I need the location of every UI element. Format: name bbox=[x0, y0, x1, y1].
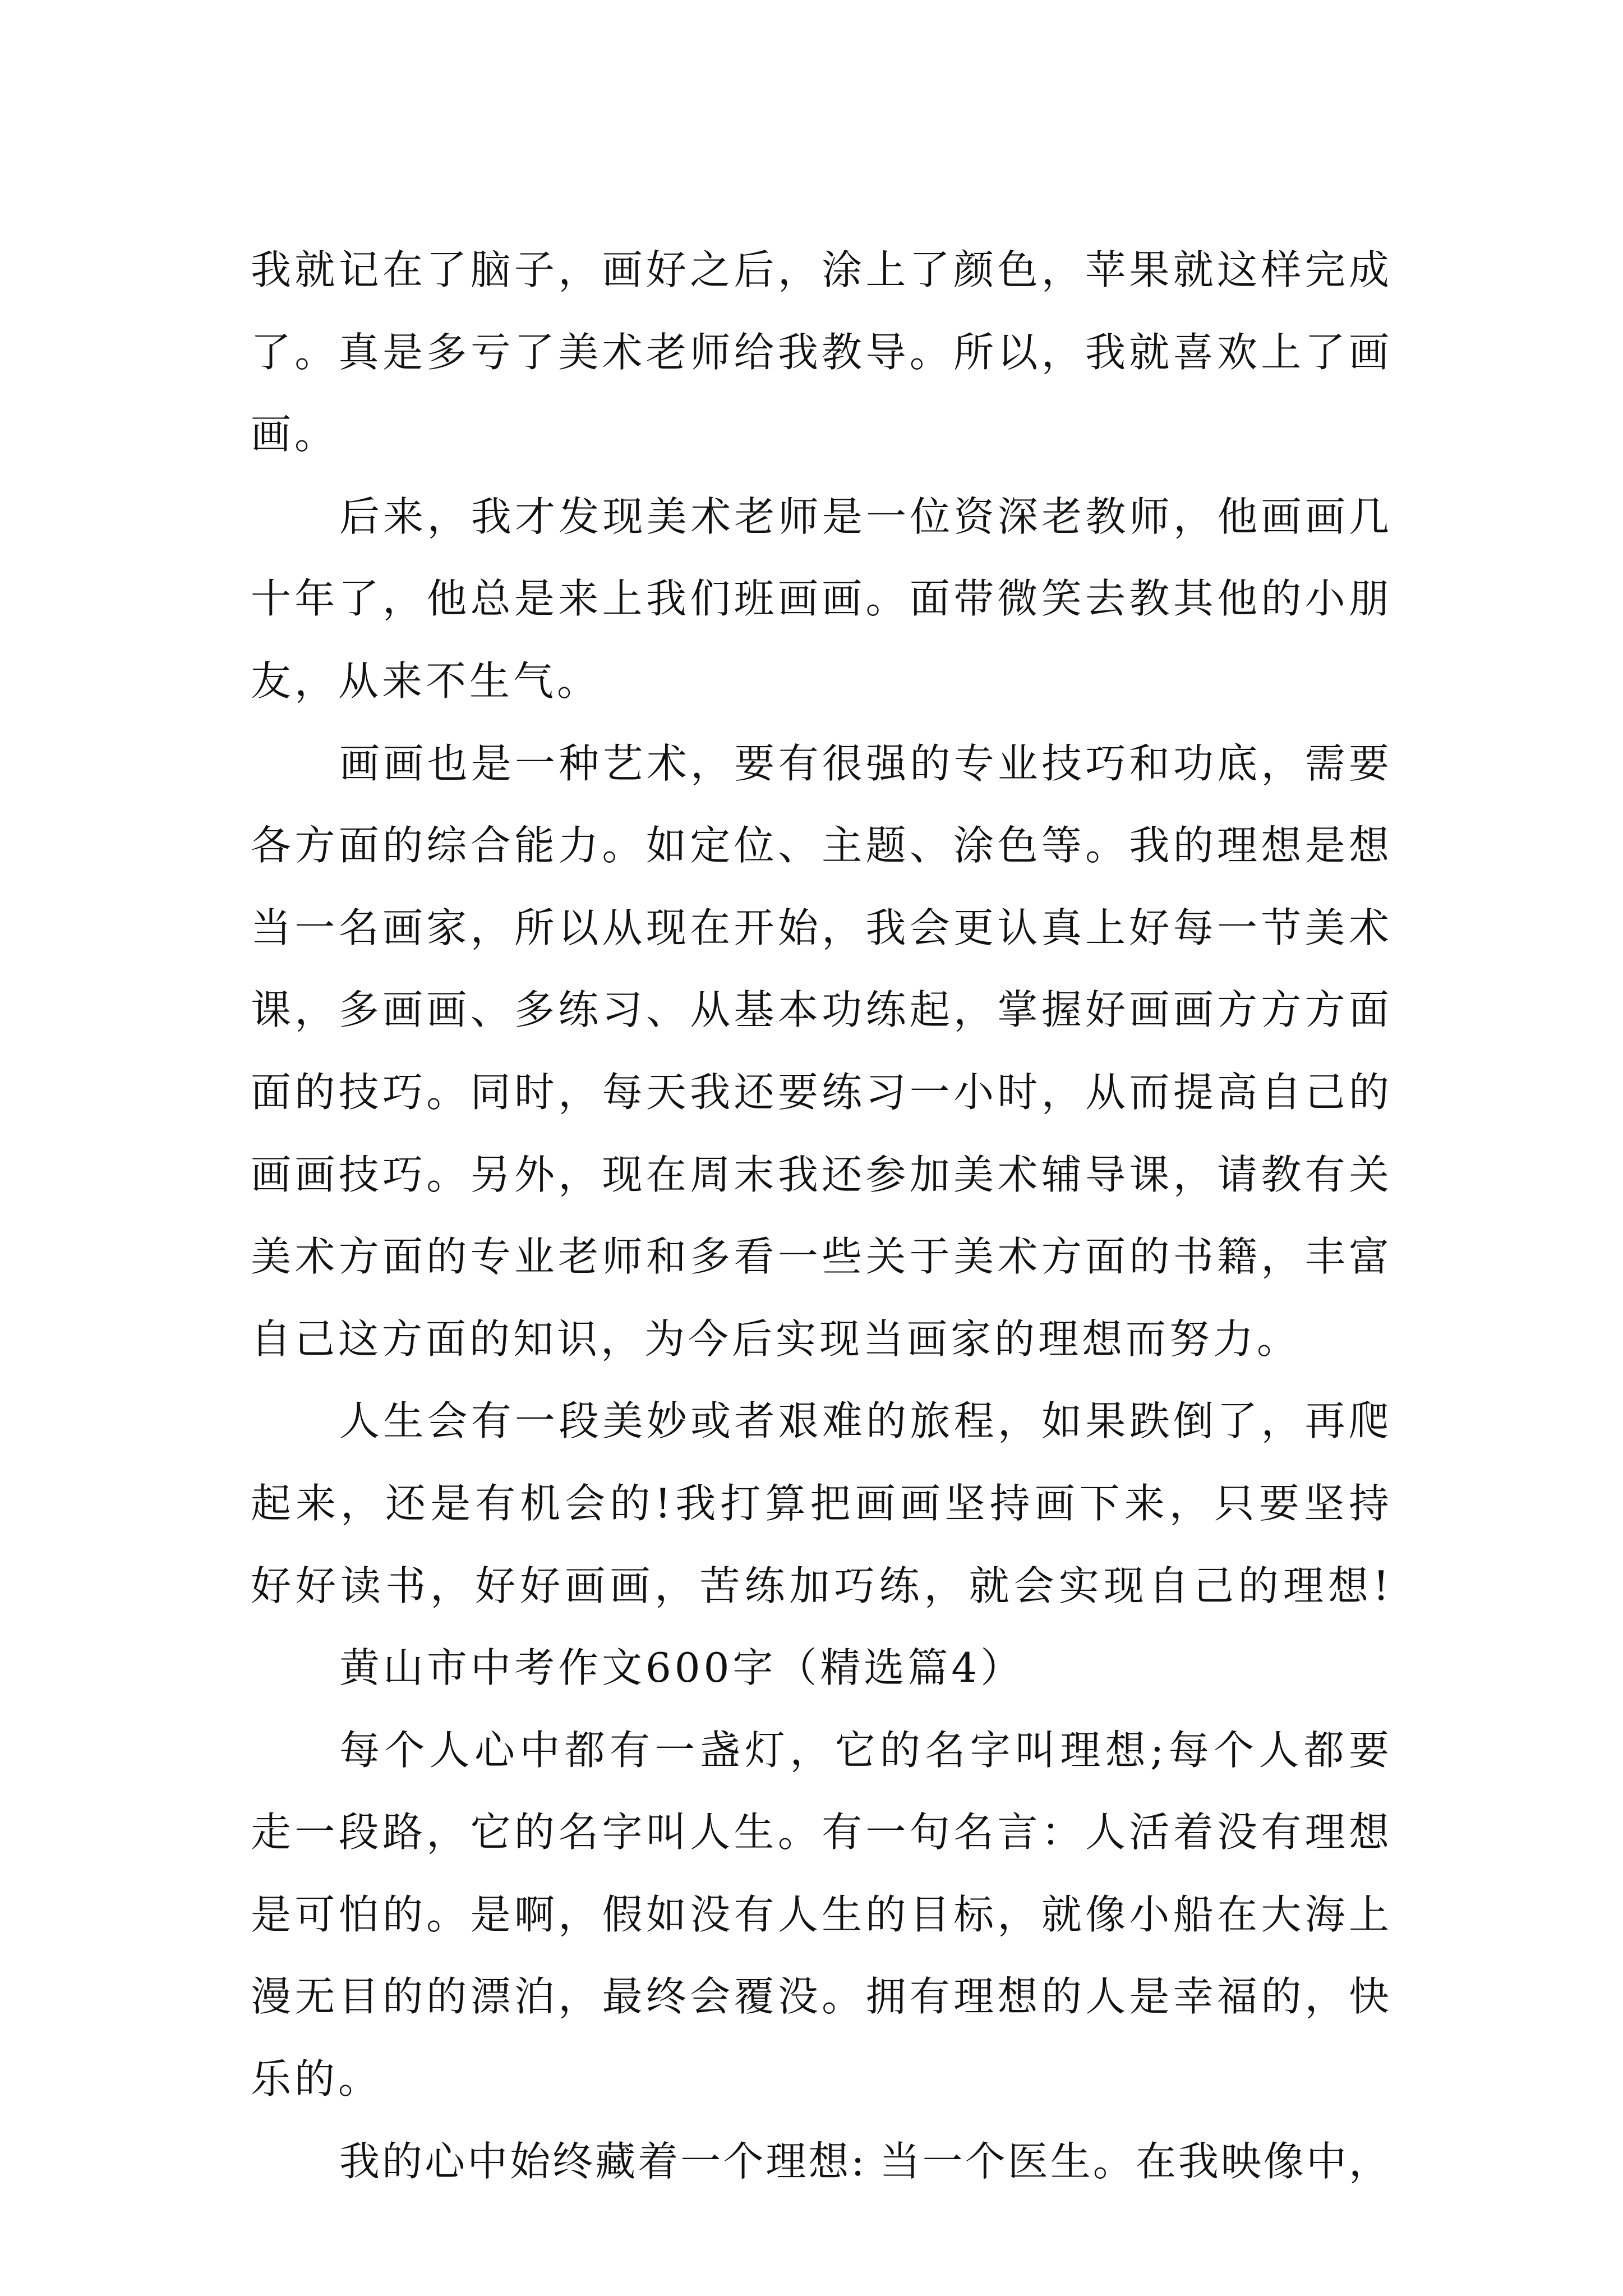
paragraph bbox=[251, 723, 1389, 1381]
paragraph bbox=[251, 1709, 1389, 2120]
text-line: 我就记在了脑子，画好之后，涂上了颜色，苹果就这样完成 bbox=[251, 246, 1389, 293]
paragraph bbox=[251, 229, 1389, 476]
text-line: 画画也是一种艺术，要有很强的专业技巧和功底，需要 bbox=[339, 739, 1389, 787]
text-line: 各方面的综合能力。如定位、主题、涂色等。我的理想是想 bbox=[251, 822, 1389, 869]
document-body bbox=[251, 229, 1389, 2202]
text-line: 起来，还是有机会的!我打算把画画坚持画下来，只要坚持 bbox=[251, 1479, 1389, 1527]
text-line: 画。 bbox=[251, 411, 339, 458]
text-line: 自己这方面的知识，为今后实现当画家的理想而努力。 bbox=[251, 1315, 1301, 1363]
text-line: 漫无目的的漂泊，最终会覆没。拥有理想的人是幸福的，快 bbox=[251, 1973, 1389, 2021]
text-line: 我的心中始终藏着一个理想: 当一个医生。在我映像中， bbox=[339, 2137, 1389, 2185]
text-line: 当一名画家，所以从现在开始，我会更认真上好每一节美术 bbox=[251, 904, 1389, 951]
section-heading: 黄山市中考作文600字（精选篇4） bbox=[339, 1644, 1025, 1692]
text-line: 后来，我才发现美术老师是一位资深老教师，他画画几 bbox=[339, 493, 1389, 540]
text-line: 好好读书，好好画画，苦练加巧练，就会实现自己的理想! bbox=[251, 1562, 1389, 1609]
text-line: 了。真是多亏了美术老师给我教导。所以，我就喜欢上了画 bbox=[251, 328, 1389, 376]
text-line: 乐的。 bbox=[251, 2055, 382, 2103]
text-line: 面的技巧。同时，每天我还要练习一小时，从而提高自己的 bbox=[251, 1068, 1389, 1116]
text-line: 每个人心中都有一盏灯，它的名字叫理想;每个人都要 bbox=[339, 1726, 1389, 1774]
text-line: 人生会有一段美妙或者艰难的旅程，如果跌倒了，再爬 bbox=[339, 1397, 1389, 1445]
paragraph bbox=[251, 476, 1389, 723]
paragraph bbox=[251, 1380, 1389, 1627]
text-line: 课，多画画、多练习、从基本功练起，掌握好画画方方方面 bbox=[251, 986, 1389, 1034]
text-line: 美术方面的专业老师和多看一些关于美术方面的书籍，丰富 bbox=[251, 1233, 1389, 1281]
text-line: 十年了，他总是来上我们班画画。面带微笑去教其他的小朋 bbox=[251, 575, 1389, 623]
text-line: 是可怕的。是啊，假如没有人生的目标，就像小船在大海上 bbox=[251, 1890, 1389, 1938]
text-line: 画画技巧。另外，现在周末我还参加美术辅导课，请教有关 bbox=[251, 1151, 1389, 1198]
paragraph bbox=[251, 2120, 1389, 2203]
text-line: 友，从来不生气。 bbox=[251, 657, 601, 705]
text-line: 走一段路，它的名字叫人生。有一句名言：人活着没有理想 bbox=[251, 1809, 1389, 1856]
